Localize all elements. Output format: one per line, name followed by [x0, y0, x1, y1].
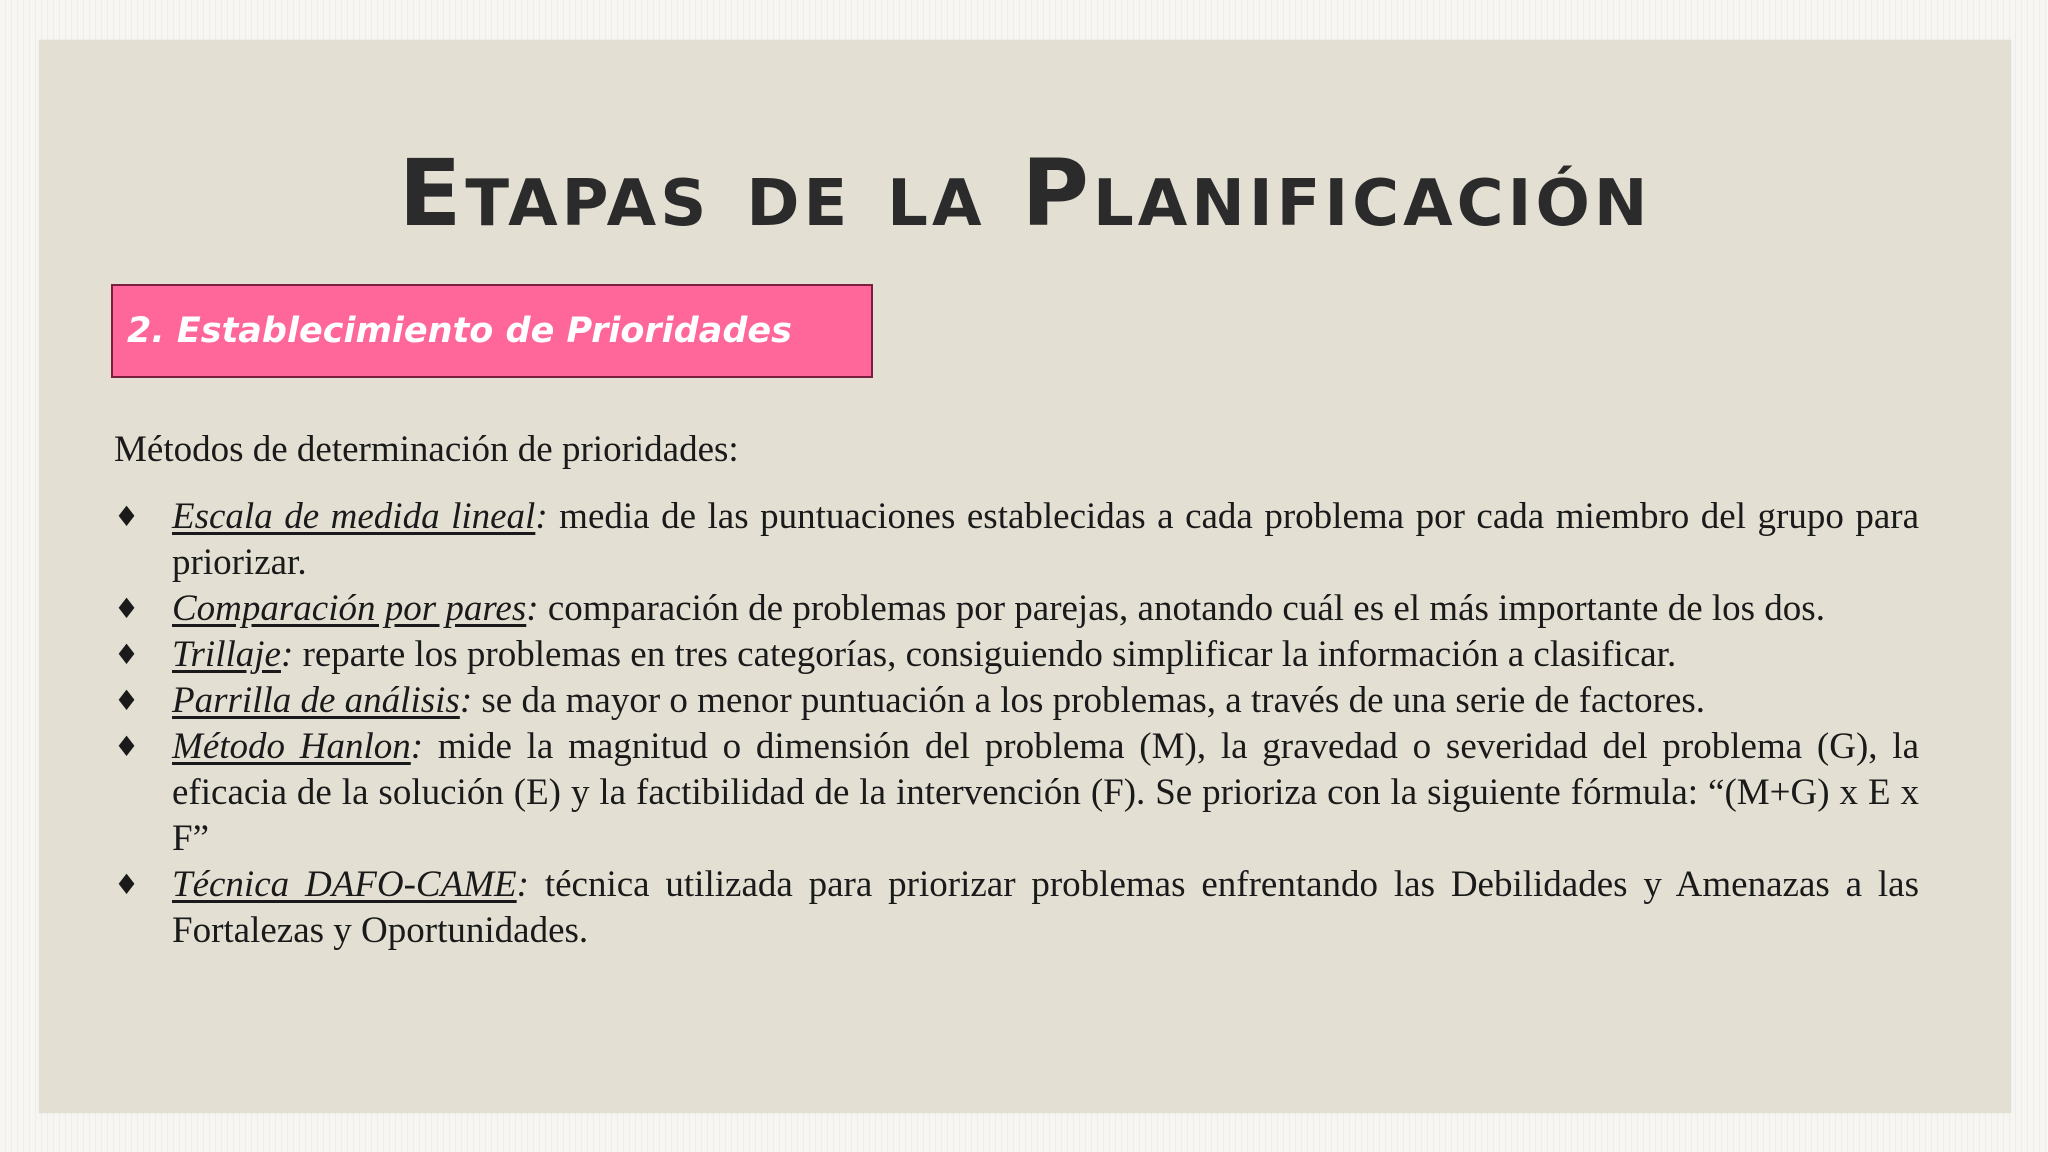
diamond-bullet-icon: ♦ [114, 868, 140, 901]
method-colon: : [526, 588, 539, 629]
method-item-hanlon [114, 724, 1919, 862]
method-term: Escala de medida lineal [172, 496, 536, 537]
slide [39, 40, 2011, 1113]
method-colon: : [516, 864, 529, 905]
method-description: comparación de problemas por parejas, anotando cuál es el más importante de los dos. [538, 588, 1825, 629]
section-header-label: 2. Establecimiento de Prioridades [127, 311, 792, 351]
method-description: mide la magnitud o dimensión del problema (M), la gravedad o severidad del problema (G), la eficacia de la solución (E) y la factibilidad de la intervención (F). Se prioriza con la siguiente fórmula: “(M+G) x E x F” [172, 726, 1919, 859]
method-colon: : [535, 496, 548, 537]
method-item-dafo-came [114, 862, 1919, 954]
slide-title: Etapas de la Planificación [398, 140, 1652, 247]
method-item-parrilla [114, 678, 1919, 724]
method-item-comparacion [114, 586, 1919, 632]
method-item-trillaje [114, 632, 1919, 678]
method-item-escala [114, 494, 1919, 586]
method-term: Método Hanlon [172, 726, 411, 767]
diamond-bullet-icon: ♦ [114, 730, 140, 763]
section-header-box [111, 284, 873, 378]
diamond-bullet-icon: ♦ [114, 684, 140, 717]
diamond-bullet-icon: ♦ [114, 592, 140, 625]
method-description: se da mayor o menor puntuación a los problemas, a través de una serie de factores. [472, 680, 1706, 721]
method-description: reparte los problemas en tres categorías, consiguiendo simplificar la información a clasificar. [293, 634, 1677, 675]
method-term: Técnica DAFO-CAME [172, 864, 517, 905]
method-description: técnica utilizada para priorizar problemas enfrentando las Debilidades y Amenazas a las Fortalezas y Oportunidades. [172, 864, 1919, 951]
method-term: Comparación por pares [172, 588, 527, 629]
method-colon: : [410, 726, 424, 767]
method-description: media de las puntuaciones establecidas a cada problema por cada miembro del grupo para priorizar. [172, 496, 1919, 583]
method-colon: : [280, 634, 294, 675]
methods-list [114, 494, 1919, 954]
method-term: Parrilla de análisis [172, 680, 460, 721]
diamond-bullet-icon: ♦ [114, 500, 140, 533]
intro-text: Métodos de determinación de prioridades: [114, 429, 739, 470]
diamond-bullet-icon: ♦ [114, 638, 140, 671]
method-colon: : [459, 680, 473, 721]
method-term: Trillaje [172, 634, 281, 675]
